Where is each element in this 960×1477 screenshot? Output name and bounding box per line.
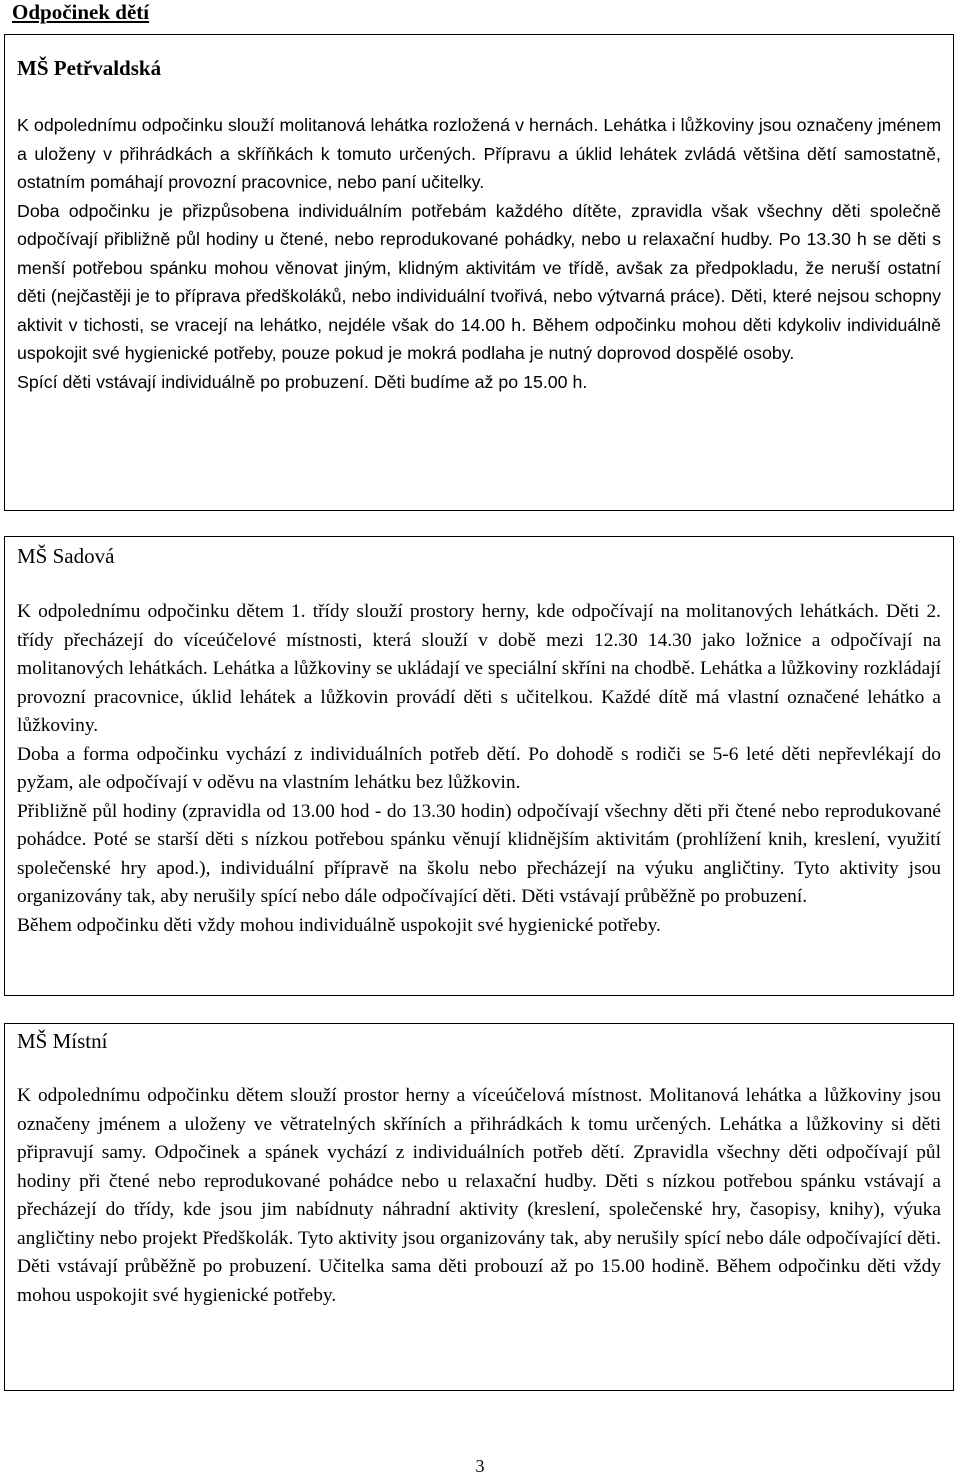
paragraph: Přibližně půl hodiny (zpravidla od 13.00 hod - do 13.30 hodin) odpočívají všechny děti při čtené nebo reprodukované pohádce. Poté se starší děti s nízkou potřebou spánku věnují klidnějším aktivitám (prohlížení knih, kreslení, využití společenské hry apod.), individuální přípravě na školu nebo přecházejí na výuku angličtiny. Tyto aktivity jsou organizovány tak, aby nerušily spící nebo dále odpočívající děti. Děti vstávají průběžně po probuzení.	[17, 800, 941, 907]
section-heading: MŠ Sadová	[17, 544, 115, 568]
section-ms-sadova	[4, 536, 954, 996]
paragraph: Spící děti vstávají individuálně po probuzení. Děti budíme až po 15.00 h.	[17, 371, 588, 392]
paragraph: Během odpočinku děti vždy mohou individuálně uspokojit své hygienické potřeby.	[17, 914, 661, 936]
page-number: 3	[475, 1456, 485, 1476]
paragraph: Doba odpočinku je přizpůsobena individuálním potřebám každého dítěte, zpravidla však všechny děti společně odpočívají přibližně půl hodiny u čtené, nebo reprodukované pohádky, nebo u relaxační hudby. Po 13.30 h se děti s menší potřebou spánku mohou věnovat jiným, klidným aktivitám ve třídě, avšak za předpokladu, že neruší ostatní děti (nejčastěji je to příprava předškoláků, nebo individuální tvořivá, nebo výtvarná práce). Děti, které nejsou schopny aktivit v tichosti, se vracejí na lehátko, nejdéle však do 14.00 h. Během odpočinku mohou děti kdykoliv individuálně uspokojit své hygienické potřeby, pouze pokud je mokrá podlaha je nutný doprovod dospělé osoby.	[17, 200, 941, 363]
section-body	[17, 598, 941, 940]
section-heading: MŠ Místní	[17, 1029, 108, 1053]
paragraph: K odpolednímu odpočinku dětem slouží prostor herny a víceúčelová místnost. Molitanová lehátka a lůžkoviny jsou označeny jménem a uloženy ve větratelných skříních a přihrádkách k tomu určených. Lehátka a lůžkoviny si děti připravují samy. Odpočinek a spánek vychází z individuálních potřeb dětí. Zpravidla všechny děti odpočívají půl hodiny při čtené nebo reprodukované pohádce nebo u relaxační hudby. Děti s nízkou potřebou spánku vstávají a přecházejí do třídy, kde jsou jim nabídnuty náhradní aktivity (kreslení, společenské hry, časopisy, knihy), výuka angličtiny nebo projekt Předškolák. Tyto aktivity jsou organizovány tak, aby nerušily spící nebo dále odpočívající děti. Děti vstávají průběžně po probuzení. Učitelka sama děti probouzí až po 15.00 hodině. Během odpočinku děti vždy mohou uspokojit své hygienické potřeby.	[17, 1085, 941, 1306]
paragraph: Doba a forma odpočinku vychází z individuálních potřeb dětí. Po dohodě s rodiči se 5-6 leté děti nepřevlékají do pyžam, ale odpočívají v oděvu na vlastním lehátku bez lůžkovin.	[17, 743, 941, 793]
section-ms-mistni	[4, 1023, 954, 1391]
paragraph: K odpolednímu odpočinku dětem 1. třídy slouží prostory herny, kde odpočívají na molitanových lehátkách. Děti 2. třídy přecházejí do víceúčelové místnosti, která slouží v době mezi 12.30 14.30 jako ložnice a odpočívají na molitanových lehátkách. Lehátka a lůžkoviny se ukládají ve speciální skříni na chodbě. Lehátka a lůžkoviny rozkládají provozní pracovnice, úklid lehátek a lůžkovin provádí děti s učitelkou. Každé dítě má vlastní označené lehátko a lůžkoviny.	[17, 601, 941, 736]
paragraph: K odpolednímu odpočinku slouží molitanová lehátka rozložená v hernách. Lehátka i lůžkoviny jsou označeny jménem a uloženy v přihrádkách a skříňkách k tomuto určených. Přípravu a úklid lehátek zvládá většina dětí samostatně, ostatním pomáhají provozní pracovnice, nebo paní učitelky.	[17, 115, 941, 192]
section-body	[17, 111, 941, 396]
page-title: Odpočinek dětí	[12, 0, 150, 24]
section-body	[17, 1082, 941, 1310]
section-ms-petrvaldska	[4, 34, 954, 511]
section-heading: MŠ Petřvaldská	[17, 56, 162, 80]
